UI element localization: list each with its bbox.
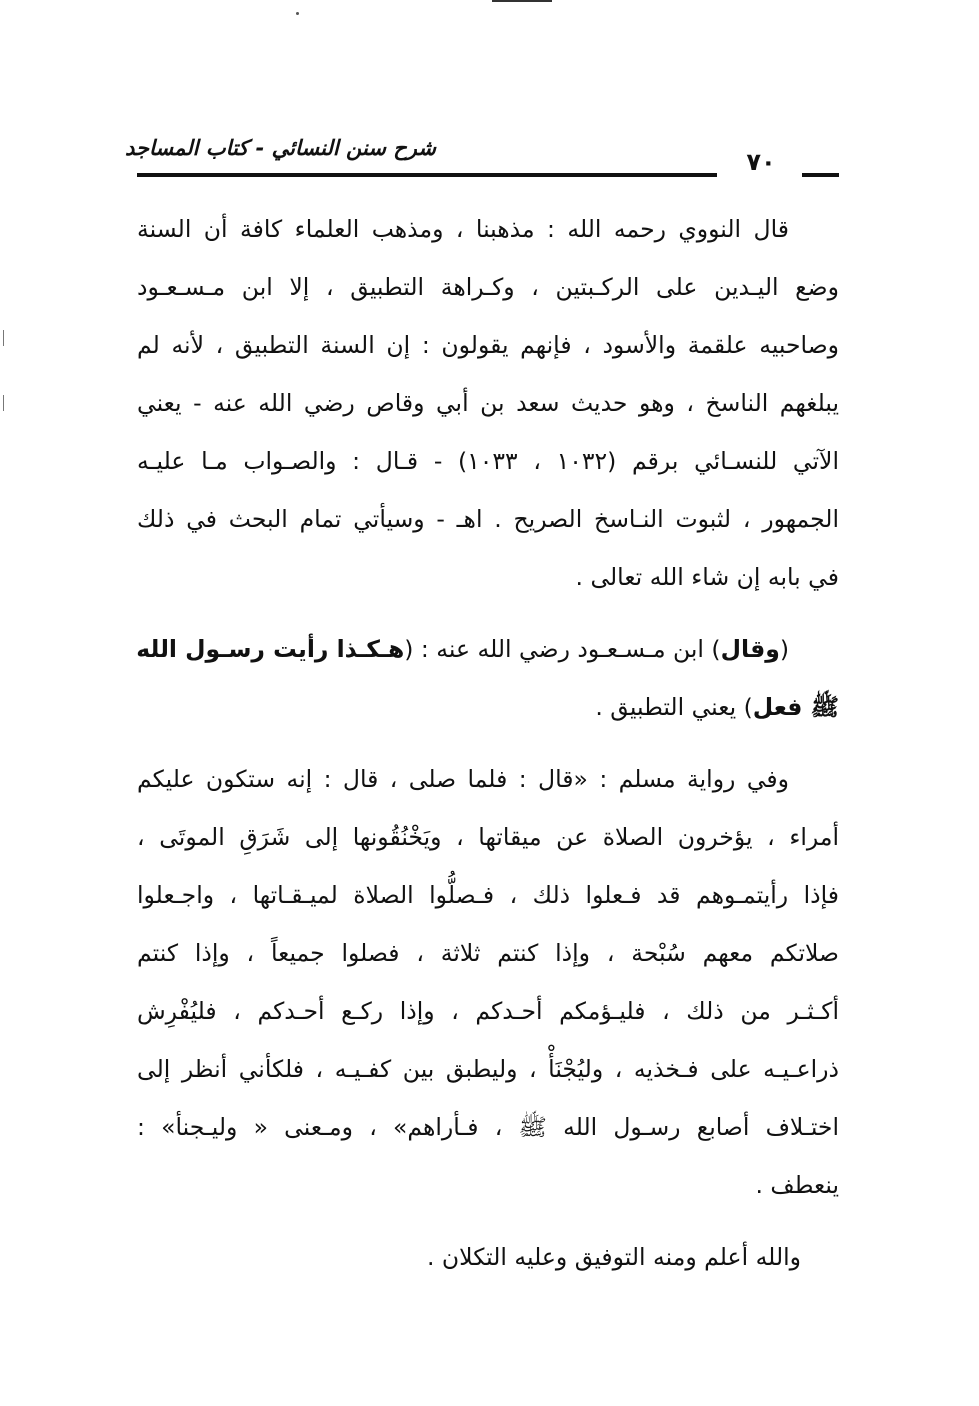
text-line: صلاتكم معهم سُبْحة ، وإذا كنتم ثلاثة ، فصلوا جميعاً ، وإذا كنتم (137, 939, 839, 967)
text-line: في بابه إن شاء الله تعالى . (575, 563, 839, 591)
scan-speck (296, 12, 299, 15)
header-rule (137, 173, 717, 177)
hadith-quote-end: ﷺ فعل (752, 693, 839, 721)
text-line: الآتي للنسـائي برقم (١٠٣٢ ، ١٠٣٣) - قـال : والصـواب مـا عليـه (137, 447, 839, 475)
running-header-title: شرح سنن النسائي - كتاب المساجد (125, 136, 436, 160)
running-header (125, 128, 839, 188)
closing-line: والله أعلم ومنه التوفيق وعليه التكلان . (426, 1243, 801, 1271)
page-number: ٧٠ (746, 148, 776, 176)
hadith-quote: هـكـذا رأيت رسـول الله (136, 635, 405, 663)
text-line: ذراعـيـه على فـخذيه ، وليُجْنَأْ ، وليطبق بين كفـيـه ، فلكأني أنظر إلى (137, 1055, 839, 1083)
paragraph-closing (137, 1228, 839, 1286)
text-line: اختـلاف أصابع رسـول الله ﷺ ، فـأراهم» ، ومـعنى « وليـجنأ» : (137, 1113, 839, 1141)
header-rule-right (802, 173, 839, 177)
text-line: يبلغهم الناسخ ، وهو حديث سعد بن أبي وقاص رضي الله عنه - يعني (137, 389, 839, 417)
text-line: أمراء ، يؤخرون الصلاة عن ميقاتها ، ويَخْنُقُونها إلى شَرَقِ الموتَى ، (137, 823, 839, 851)
paren-open: ( (779, 635, 789, 663)
scan-edge-mark (492, 0, 552, 2)
text-line: وضع اليـدين على الركـبتين ، وكـراهة التطبيق ، إلا ابن مـسـعـود (137, 273, 839, 301)
narrator-text: ) ابن مـسـعـود رضي الله عنه : ( (404, 635, 721, 663)
text-line (137, 620, 839, 678)
text-line: وفي رواية مسلم : «قال : فلما صلى ، قال : إنه ستكون عليكم (137, 765, 789, 793)
text-line (137, 678, 839, 736)
text-line: فإذا رأيتمـوهم قد فـعلوا ذلك ، فـصلُّوا الصلاة لميـقـاتها ، واجـعلوا (137, 881, 839, 909)
paragraph-ibn-masud (137, 620, 839, 736)
text-line: ينعطف . (755, 1171, 839, 1199)
margin-tick (3, 330, 4, 346)
text-line: الجمهور ، لثبوت النـاسخ الصريح . اهـ - وسيأتي تمام البحث في ذلك (137, 505, 839, 533)
paragraph-muslim-narration (137, 750, 839, 1214)
text-line: قال النووي رحمه الله : مذهبنا ، ومذهب العلماء كافة أن السنة (137, 215, 789, 243)
explanation-text: ) يعني التطبيق . (595, 693, 753, 721)
text-line: أكـثـر من ذلك ، فليـؤمكم أحـدكم ، وإذا ركـع أحـدكم ، فليُفْرِش (137, 997, 839, 1025)
text-line: وصاحبيه علقمة والأسود ، فإنهم يقولون : إن السنة التطبيق ، لأنه لم (137, 331, 839, 359)
quoted-word-qal: وقال (720, 635, 780, 663)
margin-tick (3, 395, 4, 411)
paragraph-nawawi (137, 200, 839, 606)
page-body (137, 200, 839, 1286)
